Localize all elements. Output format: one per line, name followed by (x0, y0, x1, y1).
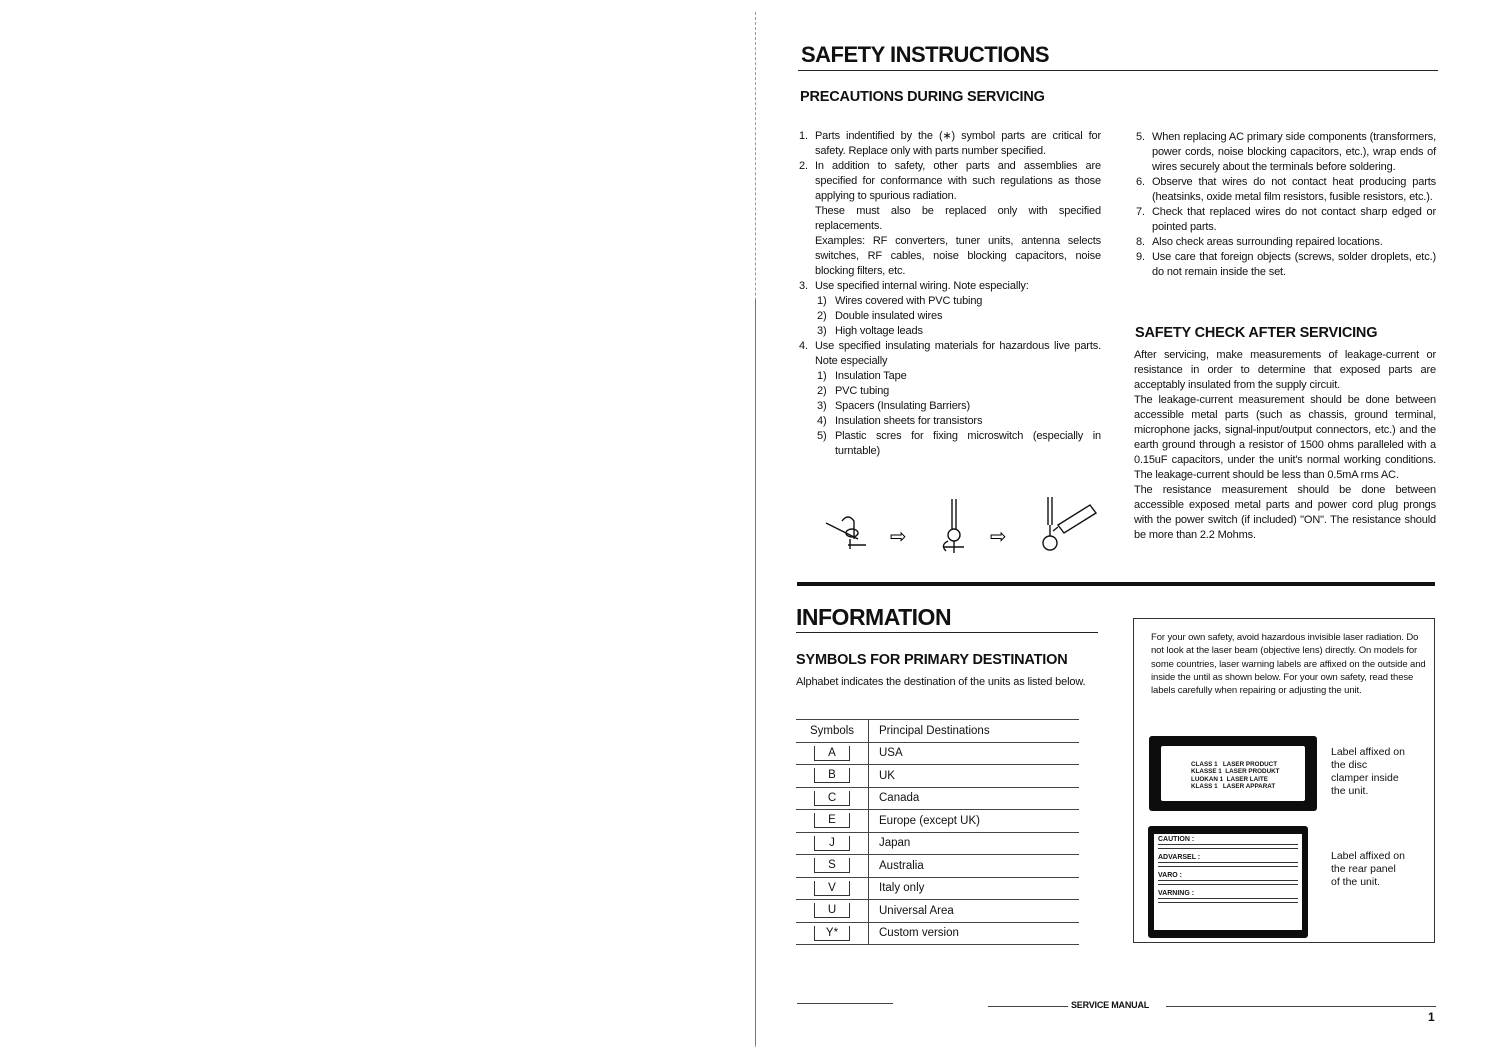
destination-cell: Italy only (869, 877, 1080, 900)
title-rule (798, 70, 1438, 71)
wiring-illustration (820, 495, 1100, 557)
footer-rule (988, 1006, 1068, 1007)
symbol-cell: E (796, 810, 869, 833)
precaution-item-extra: Examples: RF converters, tuner units, antenna selects switches, RF cables, noise blocking capacitors, noise blocking filters, etc. (815, 235, 1101, 277)
label-line: CLASS 1 LASER PRODUCT (1191, 761, 1278, 768)
precautions-right-column (1136, 130, 1436, 280)
precaution-item: 8. Also check areas surrounding repaired locations. (1136, 236, 1383, 248)
check-paragraph: The leakage-current measurement should be done between accessible metal parts (such as chassis, ground terminal, microphone jacks, signal-input/output connectors, etc.) and the earth ground through a resistor of 1500 ohms paralleled with a 0.15uF capacitors, under the unit's normal working conditions. The leakage-current should be less than 0.5mA rms AC. (1134, 394, 1436, 481)
label-warning-block: CAUTION : (1158, 837, 1298, 852)
table-row (796, 855, 1079, 878)
title-rule (796, 632, 1098, 633)
precaution-subitem: 2) PVC tubing (817, 385, 890, 397)
table-row (796, 810, 1079, 833)
laser-label-caution (1148, 826, 1308, 938)
symbol-cell: S (796, 855, 869, 878)
destination-cell: Custom version (869, 922, 1080, 945)
check-paragraph: The resistance measurement should be done between accessible exposed metal parts and power cord plug prongs with the power switch (if included) "ON". The resistance should be more than 2.2 Mohms. (1134, 484, 1436, 541)
section-divider (797, 582, 1435, 586)
precautions-heading: PRECAUTIONS DURING SERVICING (800, 89, 1045, 105)
table-header-row (796, 720, 1079, 743)
laser-warning-text: For your own safety, avoid hazardous invisible laser radiation. Do not look at the laser beam (objective lens) directly. On models for some countries, laser warning labels are affixed on the outside and inside the until as shown below. For your own safety, read these labels carefully when repairing or adjusting the unit. (1151, 632, 1426, 697)
label-warning-block: VARNING : (1158, 891, 1298, 906)
precaution-item: 7. Check that replaced wires do not contact sharp edged or pointed parts. (1136, 206, 1436, 233)
footer-rule (1166, 1006, 1436, 1007)
header-symbols: Symbols (796, 720, 869, 743)
symbol-cell: J (796, 832, 869, 855)
table-row (796, 900, 1079, 923)
soldering-step-icon (1043, 497, 1096, 550)
precaution-subitem: 5) Plastic scres for fixing microswitch (especially in turntable) (817, 430, 1101, 457)
label-line: KLASSE 1 LASER PRODUKT (1191, 768, 1280, 776)
label-line: KLASS 1 LASER APPARAT (1191, 783, 1276, 791)
destination-cell: UK (869, 765, 1080, 788)
symbols-heading: SYMBOLS FOR PRIMARY DESTINATION (796, 652, 1068, 668)
destination-cell: Canada (869, 787, 1080, 810)
label-line: LUOKAN 1 LASER LAITE (1191, 775, 1268, 783)
safety-title: SAFETY INSTRUCTIONS (801, 42, 1050, 67)
label1-caption: Label affixed on the disc clamper inside the unit. (1331, 746, 1405, 797)
symbol-cell: C (796, 787, 869, 810)
precaution-item: 1. Parts indentified by the (∗) symbol parts are critical for safety. Replace only with parts number specified. (799, 130, 1101, 157)
precaution-item: 3. Use specified internal wiring. Note especially: (799, 280, 1029, 292)
destination-cell: USA (869, 742, 1080, 765)
precaution-item: 2. In addition to safety, other parts and assemblies are specified for conformance with such regulations as those applying to spurious radiation. (799, 160, 1101, 202)
safety-check-body (1134, 348, 1436, 543)
header-destinations: Principal Destinations (869, 720, 1080, 743)
page-fold-edge (755, 300, 756, 1045)
laser-label-class1 (1149, 736, 1317, 811)
destination-cell: Japan (869, 832, 1080, 855)
arrow-icon: ⇨ (890, 524, 907, 548)
symbols-description: Alphabet indicates the destination of the units as listed below. (796, 676, 1086, 688)
symbol-cell: V (796, 877, 869, 900)
table-row (796, 922, 1079, 945)
precaution-item-extra: These must also be replaced only with specified replacements. (815, 205, 1101, 232)
footer-label: SERVICE MANUAL (1071, 1000, 1150, 1010)
precaution-item: 5. When replacing AC primary side components (transformers, power cords, noise blocking capacitors, etc.), wrap ends of wires securely about the terminals before soldering. (1136, 131, 1436, 173)
table-row (796, 742, 1079, 765)
precaution-item: 9. Use care that foreign objects (screws, solder droplets, etc.) do not remain inside the set. (1136, 251, 1436, 278)
table-row (796, 765, 1079, 788)
destination-cell: Australia (869, 855, 1080, 878)
precaution-subitem: 4) Insulation sheets for transistors (817, 415, 983, 427)
arrow-icon: ⇨ (990, 524, 1007, 548)
table-row (796, 832, 1079, 855)
symbol-cell: Y* (796, 922, 869, 945)
information-title: INFORMATION (796, 604, 952, 630)
wire-wrap-step1-icon (826, 517, 866, 549)
precaution-item: 4. Use specified insulating materials for hazardous live parts. Note especially (799, 340, 1101, 367)
precaution-subitem: 2) Double insulated wires (817, 310, 943, 322)
check-paragraph: After servicing, make measurements of leakage-current or resistance in order to determine that exposed parts are acceptably insulated from the supply circuit. (1134, 349, 1436, 391)
precautions-left-column (799, 129, 1101, 459)
destination-cell: Europe (except UK) (869, 810, 1080, 833)
destination-table (796, 719, 1079, 945)
table-row (796, 787, 1079, 810)
wire-wrap-step2-icon (943, 499, 964, 553)
safety-check-heading: SAFETY CHECK AFTER SERVICING (1135, 325, 1378, 341)
symbol-cell: B (796, 765, 869, 788)
page-number: 1 (1428, 1010, 1435, 1024)
precaution-subitem: 1) Insulation Tape (817, 370, 907, 382)
symbol-cell: A (796, 742, 869, 765)
label-warning-block: VARO : (1158, 873, 1298, 888)
precaution-subitem: 3) High voltage leads (817, 325, 923, 337)
destination-cell: Universal Area (869, 900, 1080, 923)
symbol-cell: U (796, 900, 869, 923)
precaution-subitem: 1) Wires covered with PVC tubing (817, 295, 983, 307)
table-row (796, 877, 1079, 900)
label2-caption: Label affixed on the rear panel of the unit. (1331, 850, 1405, 888)
precaution-subitem: 3) Spacers (Insulating Barriers) (817, 400, 971, 412)
label-warning-block: ADVARSEL : (1158, 855, 1298, 870)
precaution-item: 6. Observe that wires do not contact heat producing parts (heatsinks, oxide metal film resistors, fusible resistors, etc.). (1136, 176, 1436, 203)
footer-rule (797, 1003, 893, 1004)
